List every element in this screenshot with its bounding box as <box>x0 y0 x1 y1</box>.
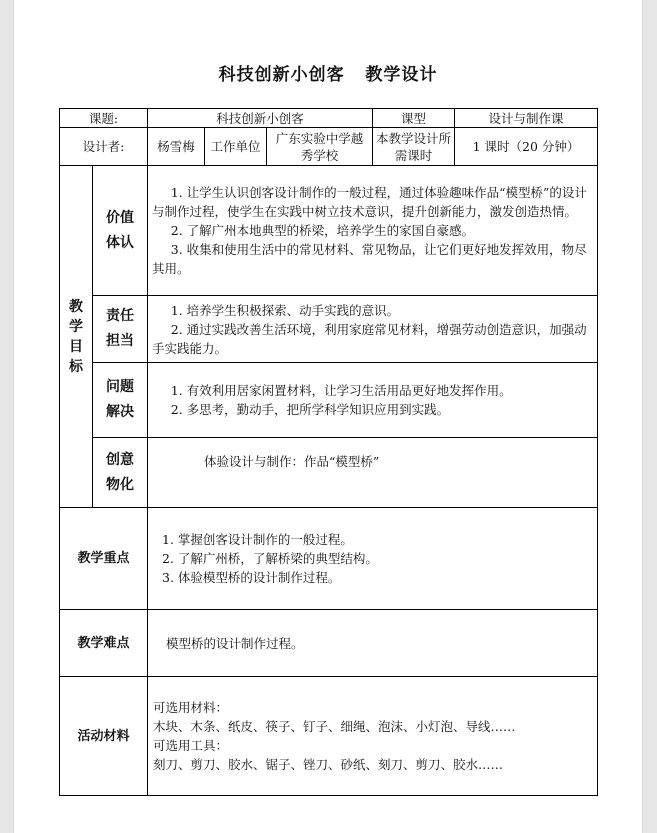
materials-label: 活动材料 <box>60 677 148 796</box>
objective-value-row <box>60 166 598 296</box>
topic-row <box>60 109 598 128</box>
value-label: 价值 体认 <box>93 166 148 296</box>
document-title: 科技创新小创客 教学设计 <box>218 65 438 85</box>
problem-label: 问题 解决 <box>93 363 148 438</box>
value-content: 1. 让学生认识创客设计制作的一般过程，通过体验趣味作品“模型桥”的设计与制作过程，使学生在实践中树立技术意识，提升创新能力，激发创造热情。 2. 了解广州本地典型的桥梁，培养学生的家国自豪感。 3. 收集和使用生活中的常见材料、常见物品，让它们更好地发挥效用，物尽其用。 <box>148 166 598 296</box>
creative-label: 创意 物化 <box>93 438 148 508</box>
key-points-row <box>60 508 598 610</box>
materials-content: 可选用材料： 木块、木条、纸皮、筷子、钉子、细绳、泡沫、小灯泡、导线…… 可选用工具： 刻刀、剪刀、胶水、锯子、锉刀、砂纸、刻刀、剪刀、胶水…… <box>148 677 598 796</box>
lesson-plan-table <box>59 108 598 796</box>
unit-value: 广东实验中学越秀学校 <box>267 128 373 166</box>
creative-content: 体验设计与制作：作品“模型桥” <box>148 438 598 508</box>
type-value: 设计与制作课 <box>455 109 598 128</box>
difficulties-row <box>60 610 598 677</box>
objective-problem-row <box>60 363 598 438</box>
designer-row <box>60 128 598 166</box>
objective-creative-row <box>60 438 598 508</box>
hours-value: 1 课时（20 分钟） <box>455 128 598 166</box>
materials-row <box>60 677 598 796</box>
difficulties-label: 教学难点 <box>60 610 148 677</box>
designer-label: 设计者: <box>60 128 148 166</box>
key-points-label: 教学重点 <box>60 508 148 610</box>
hours-label: 本教学设计所需课时 <box>373 128 455 166</box>
topic-label: 课题: <box>60 109 148 128</box>
designer-value: 杨雪梅 <box>148 128 205 166</box>
difficulties-content: 模型桥的设计制作过程。 <box>148 610 598 677</box>
responsibility-label: 责任 担当 <box>93 296 148 363</box>
objective-responsibility-row <box>60 296 598 363</box>
key-points-content: 1. 掌握创客设计制作的一般过程。 2. 了解广州桥，了解桥梁的典型结构。 3. 体验模型桥的设计制作过程。 <box>148 508 598 610</box>
topic-value: 科技创新小创客 <box>148 109 373 128</box>
responsibility-content: 1. 培养学生积极探索、动手实践的意识。 2. 通过实践改善生活环境，利用家庭常见材料，增强劳动创造意识，加强动手实践能力。 <box>148 296 598 363</box>
objectives-group-label: 教 学 目 标 <box>60 166 93 508</box>
problem-content: 1. 有效利用居家闲置材料，让学习生活用品更好地发挥作用。 2. 多思考，勤动手，把所学科学知识应用到实践。 <box>148 363 598 438</box>
type-label: 课型 <box>373 109 455 128</box>
unit-label: 工作单位 <box>205 128 267 166</box>
document-page <box>14 0 642 833</box>
